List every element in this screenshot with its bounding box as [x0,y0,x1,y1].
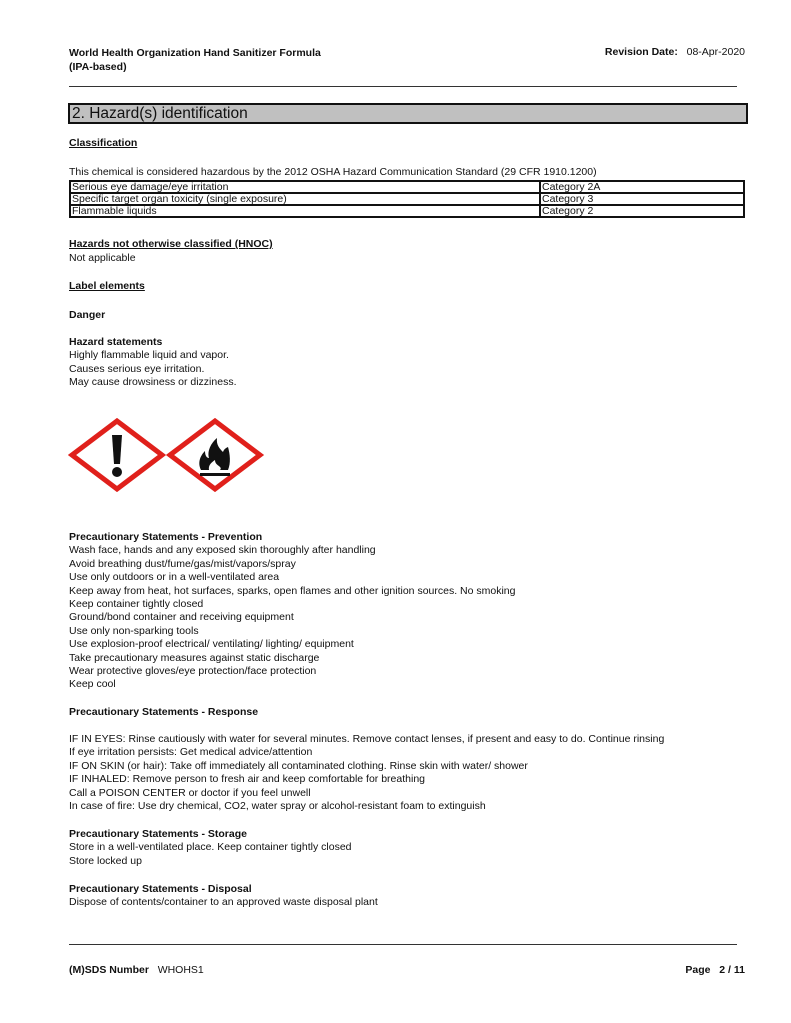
storage-statement: Store in a well-ventilated place. Keep container tightly closed [69,841,352,854]
hazard-class: Serious eye damage/eye irritation [70,181,540,193]
page-separator: / [728,964,731,976]
response-statement: Call a POISON CENTER or doctor if you feel unwell [69,786,311,799]
prevention-statement: Keep cool [69,678,116,691]
hazard-category: Category 2 [540,205,744,217]
storage-statement: Store locked up [69,854,142,867]
ghs-pictograms [68,418,268,492]
classification-heading: Classification [69,137,138,149]
hazard-statement: May cause drowsiness or dizziness. [69,376,237,389]
hazard-statements [69,336,236,390]
hazard-statement: Highly flammable liquid and vapor. [69,349,229,362]
prevention-statement: Wash face, hands and any exposed skin thoroughly after handling [69,544,376,557]
title-line-2: (IPA-based) [69,61,127,73]
flame-icon [170,421,260,489]
response-statement: In case of fire: Use dry chemical, CO2, water spray or alcohol-resistant foam to extinguish [69,800,486,813]
response-statement: If eye irritation persists: Get medical advice/attention [69,746,313,759]
hazard-class: Specific target organ toxicity (single exposure) [70,193,540,205]
hazard-statement: Causes serious eye irritation. [69,362,205,375]
classification-table [69,180,745,218]
label-elements-heading: Label elements [69,280,145,292]
prevention-statement: Avoid breathing dust/fume/gas/mist/vapors/spray [69,557,296,570]
sds-number [69,964,204,976]
sds-number-value: WHOHS1 [157,964,204,976]
exclamation-mark-icon [72,421,162,489]
prevention-statement: Ground/bond container and receiving equipment [69,611,294,624]
disposal-statement: Dispose of contents/container to an approved waste disposal plant [69,896,378,909]
table-row [70,181,744,193]
table-row [70,193,744,205]
revision-label: Revision Date: [604,46,678,58]
hnoc-heading: Hazards not otherwise classified (HNOC) [69,238,273,250]
hazard-statements-heading: Hazard statements [69,336,163,348]
disposal-heading: Precautionary Statements - Disposal [69,883,252,895]
footer-divider [69,944,737,945]
response-statement: IF IN EYES: Rinse cautiously with water for several minutes. Remove contact lenses, if present and easy to do. Continue rinsing [69,733,665,745]
hazard-class: Flammable liquids [70,205,540,217]
storage-section [69,828,352,868]
response-statement: IF ON SKIN (or hair): Take off immediately all contaminated clothing. Rinse skin with water/ shower [69,759,528,772]
hazard-category: Category 2A [540,181,744,193]
prevention-statement: Keep container tightly closed [69,598,204,611]
signal-word: Danger [69,309,106,321]
prevention-statement: Keep away from heat, hot surfaces, sparks, open flames and other ignition sources. No smoking [69,584,516,597]
table-row [70,205,744,217]
hazard-category: Category 3 [540,193,744,205]
revision-date [605,46,745,58]
page-total: 11 [733,964,745,976]
storage-heading: Precautionary Statements - Storage [69,828,247,840]
prevention-heading: Precautionary Statements - Prevention [69,531,263,543]
classification-intro: This chemical is considered hazardous by the 2012 OSHA Hazard Communication Standard (29 CFR 1910.1200) [69,166,597,178]
response-statement: IF INHALED: Remove person to fresh air and keep comfortable for breathing [69,773,426,786]
page-current: 2 [719,964,726,976]
prevention-statement: Use only non-sparking tools [69,624,199,637]
prevention-statement: Take precautionary measures against static discharge [69,651,320,664]
page-number [685,964,745,976]
section-title: 2. Hazard(s) identification [68,103,748,124]
header-divider [69,86,737,87]
document-title [69,46,321,74]
hnoc-text: Not applicable [69,252,136,264]
sds-number-label: (M)SDS Number [69,964,149,976]
title-line-1: World Health Organization Hand Sanitizer Formula [69,47,321,59]
disposal-section [69,883,378,910]
prevention-statement: Use only outdoors or in a well-ventilated area [69,571,280,584]
page-label: Page [685,964,711,976]
revision-value: 08-Apr-2020 [686,46,745,58]
prevention-statement: Use explosion-proof electrical/ ventilating/ lighting/ equipment [69,638,354,651]
prevention-section [69,531,515,692]
prevention-statement: Wear protective gloves/eye protection/face protection [69,665,317,678]
response-section [69,733,664,813]
response-heading: Precautionary Statements - Response [69,706,259,718]
